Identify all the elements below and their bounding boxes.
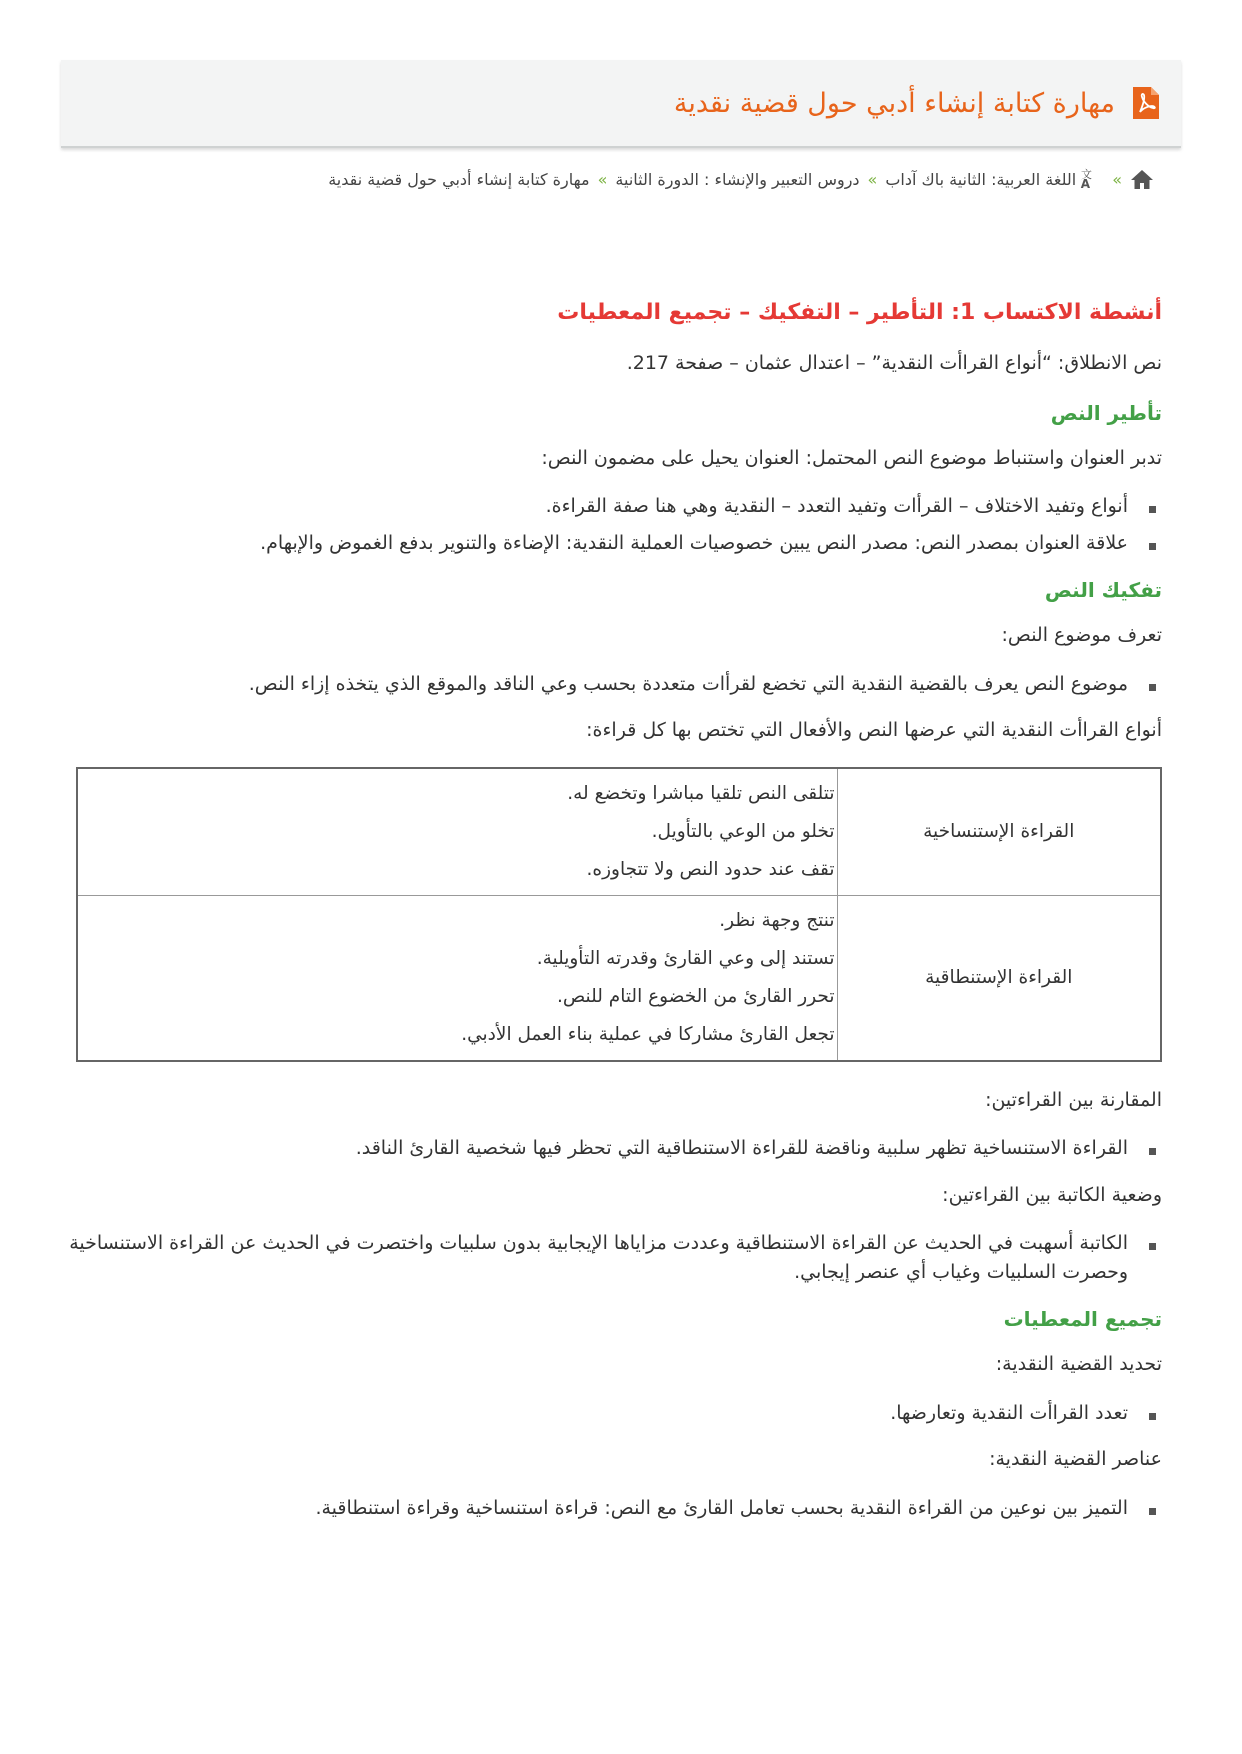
topic-list xyxy=(67,670,1162,699)
reading-features xyxy=(77,895,837,1061)
framing-list xyxy=(67,492,1162,557)
feature-item: تستند إلى وعي القارئ وقدرته التأويلية. xyxy=(536,947,835,969)
breadcrumb-item-current: مهارة كتابة إنشاء أدبي حول قضية نقدية xyxy=(328,169,590,189)
feature-item: تجعل القارئ مشاركا في عملية بناء العمل الأدبي. xyxy=(461,1023,835,1045)
breadcrumb-item-lessons[interactable]: دروس التعبير والإنشاء : الدورة الثانية xyxy=(615,169,860,189)
lesson-content xyxy=(67,296,1162,1540)
breadcrumb-item-arabic[interactable]: اللغة العربية: الثانية باك آداب xyxy=(885,169,1077,189)
elements-list xyxy=(67,1494,1162,1523)
list-item: الكاتبة أسهبت في الحديث عن القراءة الاستنطاقية وعددت مزاياها الإيجابية بدون سلبيات واختصرت في الحديث عن القراءة الاستنساخية وحصرت السلبيات وغياب أي عنصر إيجابي. xyxy=(67,1229,1162,1286)
breadcrumb xyxy=(74,168,1154,190)
pdf-icon[interactable] xyxy=(1131,85,1161,121)
list-item: علاقة العنوان بمصدر النص: مصدر النص يبين خصوصيات العملية النقدية: الإضاءة والتنوير بدفع الغموض والإبهام. xyxy=(67,529,1162,558)
types-label: أنواع القراأت النقدية التي عرضها النص والأفعال التي تختص بها كل قراءة: xyxy=(586,719,1162,741)
list-item: تعدد القراأت النقدية وتعارضها. xyxy=(67,1399,1162,1428)
issue-list xyxy=(67,1399,1162,1428)
activities-heading: أنشطة الاكتساب 1: التأطير – التفكيك – تجميع المعطيات xyxy=(557,300,1162,325)
translate-icon xyxy=(1080,168,1104,190)
list-item: التميز بين نوعين من القراءة النقدية بحسب تعامل القارئ مع النص: قراءة استنساخية وقراءة استنطاقية. xyxy=(67,1494,1162,1523)
breadcrumb-separator: » xyxy=(867,169,878,189)
reading-name: القراءة الإستنطاقية xyxy=(837,895,1161,1061)
list-item: أنواع وتفيد الاختلاف – القرأات وتفيد التعدد – النقدية وهي هنا صفة القراءة. xyxy=(67,492,1162,521)
elements-label: عناصر القضية النقدية: xyxy=(989,1448,1162,1470)
topic-label: تعرف موضوع النص: xyxy=(1001,624,1162,646)
breadcrumb-separator: » xyxy=(597,169,608,189)
comparison-label: المقارنة بين القراءتين: xyxy=(985,1088,1162,1111)
table-row xyxy=(77,895,1161,1061)
writer-list xyxy=(67,1229,1162,1286)
home-icon[interactable] xyxy=(1130,168,1154,190)
comparison-list xyxy=(67,1134,1162,1163)
framing-intro: تدبر العنوان واستنباط موضوع النص المحتمل: العنوان يحيل على مضمون النص: xyxy=(541,446,1162,469)
page-title: مهارة كتابة إنشاء أدبي حول قضية نقدية xyxy=(673,87,1115,119)
title-bar xyxy=(61,60,1181,148)
feature-item: تقف عند حدود النص ولا تتجاوزه. xyxy=(586,858,835,880)
feature-item: تحرر القارئ من الخضوع التام للنص. xyxy=(556,985,835,1007)
list-item: القراءة الاستنساخية تظهر سلبية وناقضة للقراءة الاستنطاقية التي تحظر فيها شخصية القارئ الناقد. xyxy=(67,1134,1162,1163)
svg-text:文: 文 xyxy=(1081,168,1093,181)
feature-item: تنتج وجهة نظر. xyxy=(719,909,835,931)
writer-label: وضعية الكاتبة بين القراءتين: xyxy=(942,1183,1162,1206)
readings-table xyxy=(76,767,1162,1062)
breadcrumb-separator: » xyxy=(1112,169,1122,189)
start-text: نص الانطلاق: “أنواع القراأت النقدية” – اعتدال عثمان – صفحة 217. xyxy=(626,352,1162,374)
reading-name: القراءة الإستنساخية xyxy=(837,768,1161,896)
svg-text:A: A xyxy=(1080,177,1091,190)
list-item: موضوع النص يعرف بالقضية النقدية التي تخضع لقرأات متعددة بحسب وعي الناقد والموقع الذي يتخذه إزاء النص. xyxy=(67,670,1162,699)
analysis-heading: تفكيك النص xyxy=(1044,578,1162,602)
reading-features xyxy=(77,768,837,896)
table-row xyxy=(77,768,1161,896)
issue-label: تحديد القضية النقدية: xyxy=(995,1353,1162,1375)
framing-heading: تأطير النص xyxy=(1050,400,1162,425)
feature-item: تتلقى النص تلقيا مباشرا وتخضع له. xyxy=(567,782,835,804)
feature-item: تخلو من الوعي بالتأويل. xyxy=(651,820,835,842)
gathering-heading: تجميع المعطيات xyxy=(1003,1307,1162,1331)
